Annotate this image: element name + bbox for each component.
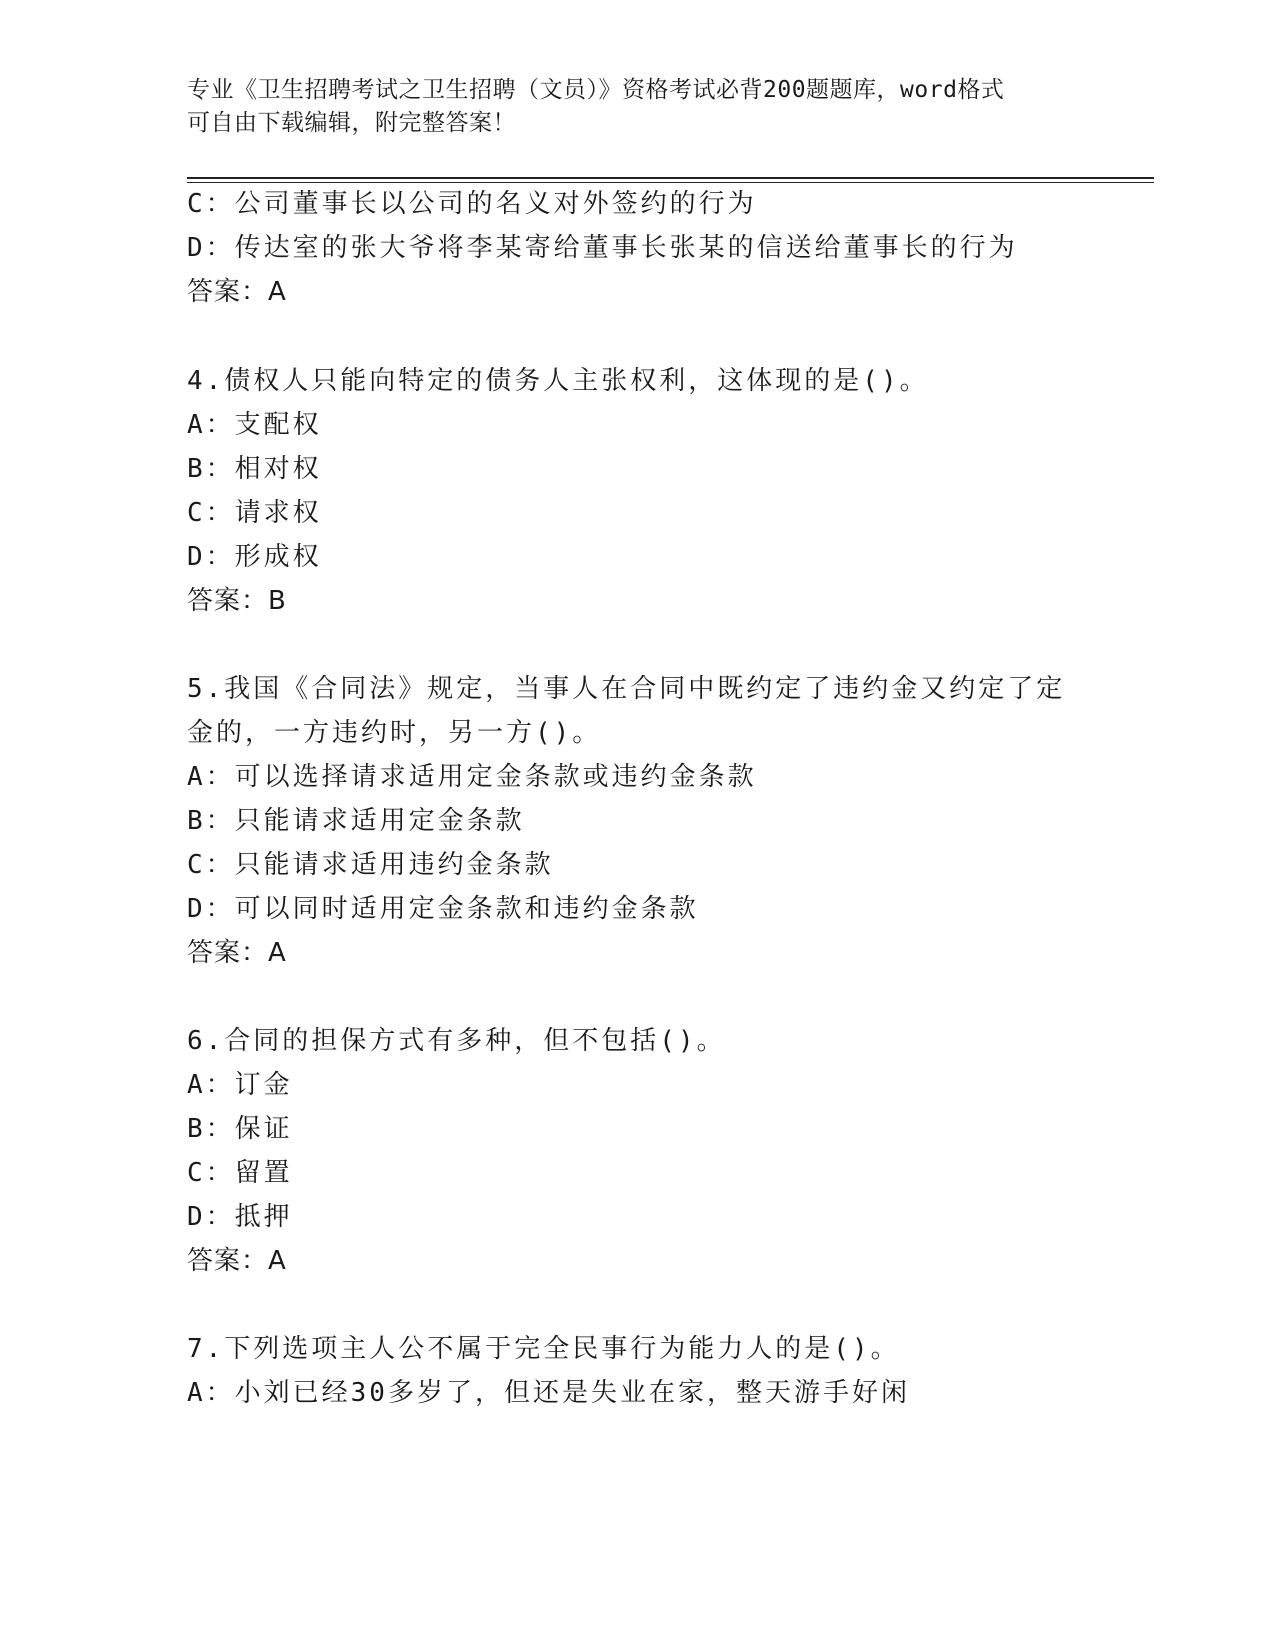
q5-answer: 答案：A <box>187 938 287 968</box>
q5-stem-line-1: 5.我国《合同法》规定，当事人在合同中既约定了违约金又约定了定 <box>187 674 1066 704</box>
q4-stem: 4.债权人只能向特定的债务人主张权利，这体现的是()。 <box>187 366 929 396</box>
q6-option-b: B：保证 <box>187 1114 293 1144</box>
q6-option-d: D：抵押 <box>187 1202 293 1232</box>
q3-answer: 答案：A <box>187 277 287 307</box>
q7-stem: 7.下列选项主人公不属于完全民事行为能力人的是()。 <box>187 1334 900 1364</box>
q3-option-d: D：传达室的张大爷将李某寄给董事长张某的信送给董事长的行为 <box>187 233 1018 263</box>
q5-option-d: D：可以同时适用定金条款和违约金条款 <box>187 894 699 924</box>
header-divider-thick <box>187 177 1154 179</box>
header-divider-thin <box>187 182 1154 183</box>
q6-answer: 答案：A <box>187 1246 287 1276</box>
q4-option-b: B：相对权 <box>187 454 322 484</box>
q5-option-b: B：只能请求适用定金条款 <box>187 806 525 836</box>
q7-option-a: A：小刘已经30多岁了，但还是失业在家，整天游手好闲 <box>187 1378 910 1408</box>
q6-option-a: A：订金 <box>187 1070 293 1100</box>
q5-option-a: A：可以选择请求适用定金条款或违约金条款 <box>187 762 757 792</box>
q4-answer: 答案：B <box>187 586 287 616</box>
q6-stem: 6.合同的担保方式有多种，但不包括()。 <box>187 1026 726 1056</box>
header-line-1: 专业《卫生招聘考试之卫生招聘（文员）》资格考试必背200题题库，word格式 <box>187 77 1005 103</box>
q6-option-c: C：留置 <box>187 1158 293 1188</box>
header-line-2: 可自由下载编辑，附完整答案！ <box>187 110 516 136</box>
document-header <box>187 74 1067 140</box>
q4-option-d: D：形成权 <box>187 542 322 572</box>
q4-option-c: C：请求权 <box>187 498 322 528</box>
q5-option-c: C：只能请求适用违约金条款 <box>187 850 554 880</box>
q5-stem-line-2: 金的，一方违约时，另一方()。 <box>187 718 602 748</box>
q3-option-c: C：公司董事长以公司的名义对外签约的行为 <box>187 189 757 219</box>
q4-option-a: A：支配权 <box>187 410 322 440</box>
